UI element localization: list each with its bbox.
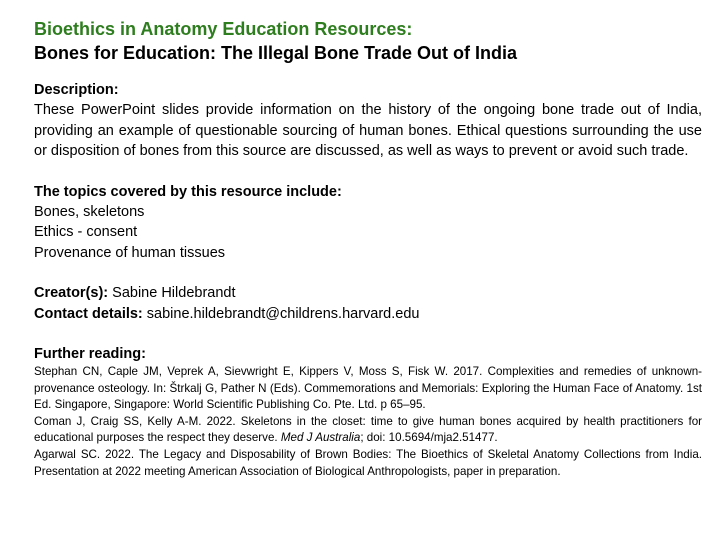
- reference-text: Coman J, Craig SS, Kelly A-M. 2022. Skeletons in the closet: time to give human bones acquired by health practitioners for educational purposes the respect they deserve.: [34, 414, 702, 445]
- topic-item: Ethics - consent: [34, 224, 138, 240]
- reference-journal: Med J Australia: [280, 431, 361, 445]
- reference-item: [34, 414, 702, 447]
- description-text: These PowerPoint slides provide information on the history of the ongoing bone trade out of India, providing an example of questionable sourcing of human bones. Ethical questions surrounding the use or disposition of bones from this source are discussed, as well as ways to prevent or avoid such trade.: [34, 102, 702, 159]
- topic-item: Provenance of human tissues: [34, 244, 226, 261]
- reference-doi: ; doi: 10.5694/mja2.51477.: [360, 431, 498, 445]
- page-title: Bones for Education: The Illegal Bone Trade Out of India: [34, 43, 518, 63]
- reference-text: Stephan CN, Caple JM, Veprek A, Sievwright E, Kippers V, Moss S, Fisk W. 2017. Complexities and remedies of unknown-provenance osteology. In: Štrkalj G, Pather N (Eds). Commemorations and Memorials: Exploring the Human Face of Anatomy. 1st Ed. Singapore, Singapore: World Scientific Publishing Co. Pte. Ltd. p 65–95.: [34, 365, 702, 412]
- contact-email[interactable]: sabine.hildebrandt@childrens.harvard.edu: [146, 305, 420, 322]
- creator-label: Creator(s):: [34, 285, 109, 301]
- reference-text: Agarwal SC. 2022. The Legacy and Disposability of Brown Bodies: The Bioethics of Skeletal Anatomy Collections from India. Presentation at 2022 meeting American Association of Biological Anthropologists, paper in preparation.: [34, 447, 702, 478]
- further-reading-label: Further reading:: [34, 346, 146, 362]
- topics-label: The topics covered by this resource include:: [34, 183, 342, 200]
- description-label: Description:: [34, 82, 119, 98]
- creator-line: [34, 283, 702, 304]
- creator-value: Sabine Hildebrandt: [112, 285, 236, 301]
- reference-item: [34, 447, 702, 480]
- topic-item: Bones, skeletons: [34, 203, 145, 220]
- contact-label: Contact details:: [34, 305, 143, 322]
- reference-item: [34, 364, 702, 414]
- series-title: Bioethics in Anatomy Education Resources:: [34, 19, 413, 39]
- contact-line: [34, 304, 702, 325]
